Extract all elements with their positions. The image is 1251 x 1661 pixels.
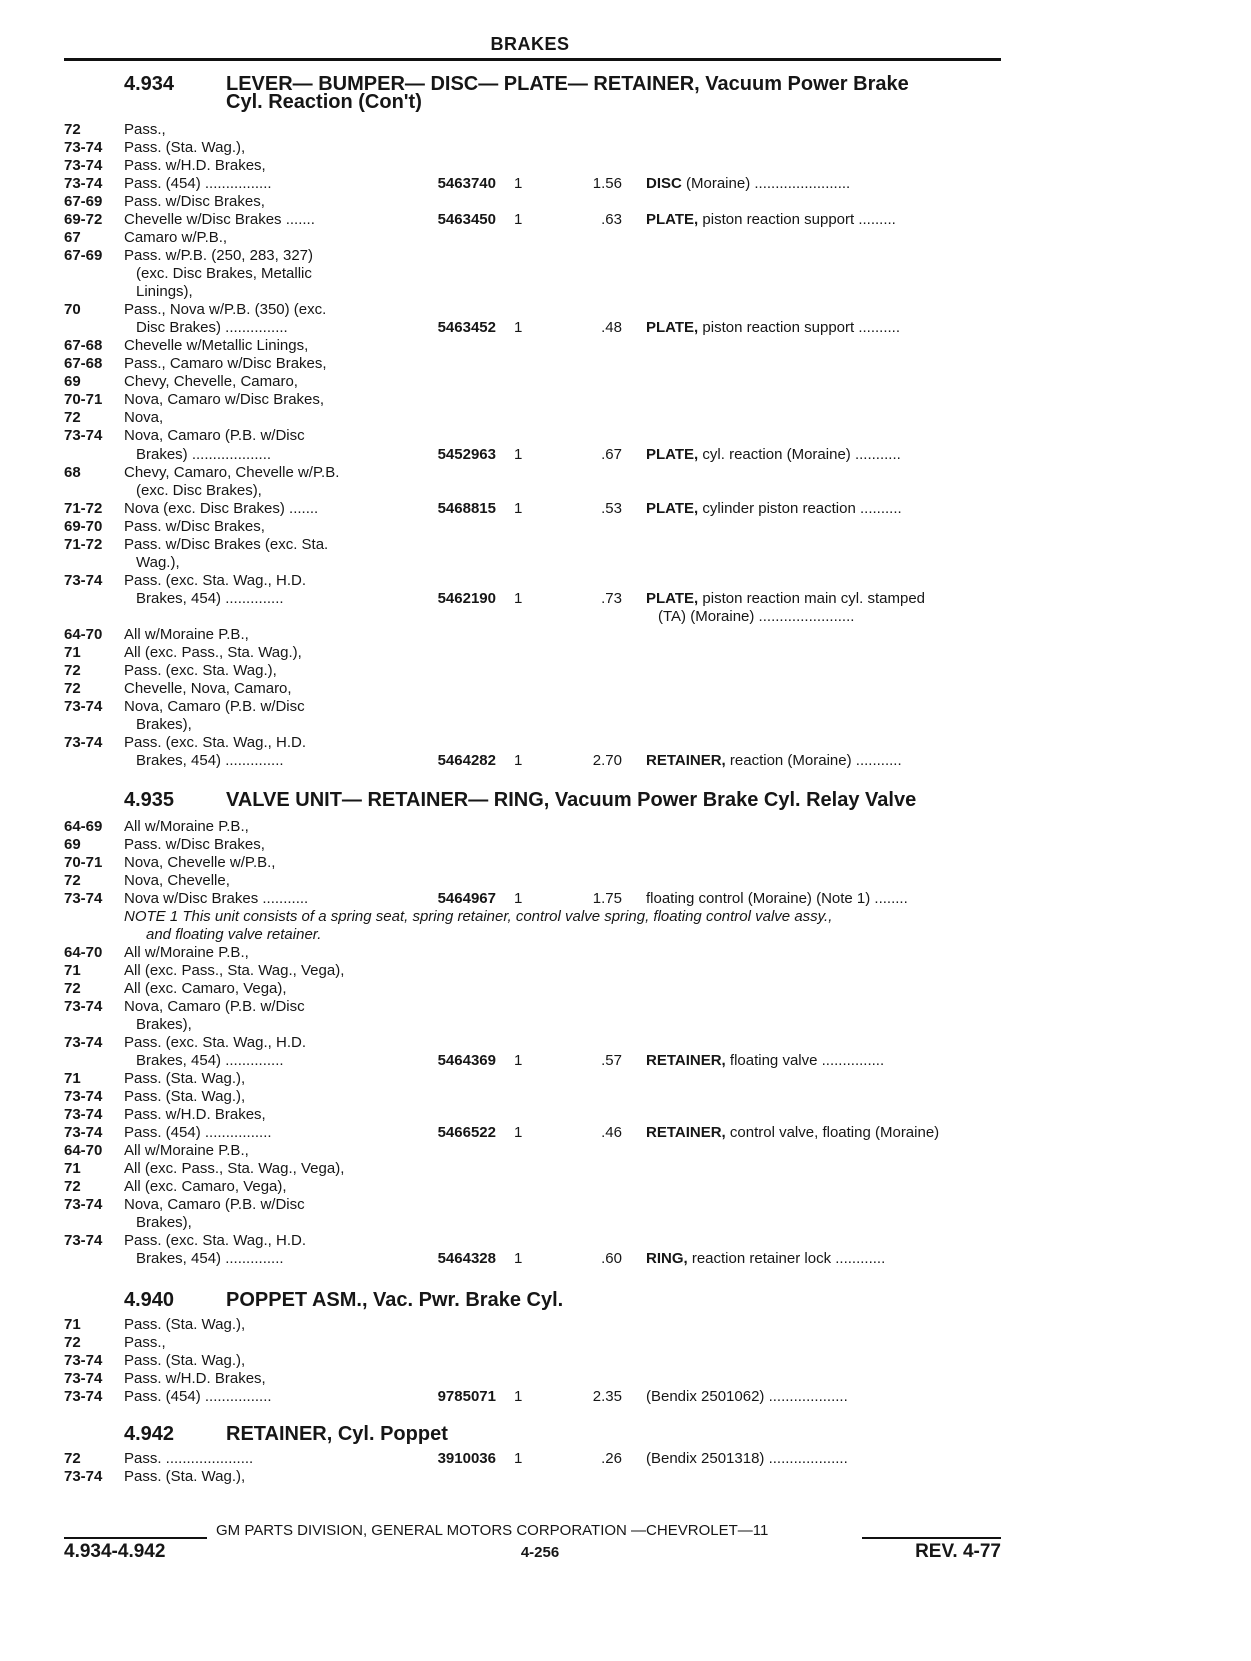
part-description — [646, 1123, 939, 1142]
model-years: 73-74 — [64, 1232, 103, 1249]
quantity: 1 — [514, 446, 523, 463]
part-detail: reaction (Moraine) ........... — [725, 752, 902, 769]
table-row — [0, 481, 1251, 500]
table-row — [0, 390, 1251, 409]
table-row — [0, 733, 1251, 752]
quantity: 1 — [514, 319, 523, 336]
section-title: RETAINER, Cyl. Poppet — [226, 1423, 448, 1445]
application: Wag.), — [136, 554, 180, 571]
model-years: 70-71 — [64, 391, 103, 408]
part-description — [646, 174, 850, 193]
section-title: LEVER— BUMPER— DISC— PLATE— RETAINER, Vacuum Power Brake — [226, 73, 909, 95]
table-row — [0, 1449, 1251, 1468]
table-row — [0, 997, 1251, 1016]
model-years: 73-74 — [64, 175, 103, 192]
model-years: 73-74 — [64, 1352, 103, 1369]
list-price: .26 — [601, 1450, 622, 1467]
section-title: POPPET ASM., Vac. Pwr. Brake Cyl. — [226, 1289, 564, 1311]
quantity: 1 — [514, 211, 523, 228]
note-text-continued: and floating valve retainer. — [146, 926, 322, 943]
model-years: 71-72 — [64, 536, 103, 553]
model-years: 72 — [64, 680, 81, 697]
model-years: 72 — [64, 1178, 81, 1195]
quantity: 1 — [514, 752, 523, 769]
model-years: 71-72 — [64, 500, 103, 517]
footer-revision: REV. 4-77 — [915, 1541, 1001, 1562]
list-price: .48 — [601, 319, 622, 336]
table-row — [0, 300, 1251, 319]
part-number: 5466522 — [437, 1124, 496, 1141]
application: Brakes, 454) .............. — [136, 1052, 284, 1069]
table-row — [0, 174, 1251, 193]
table-row — [0, 835, 1251, 854]
part-name: RETAINER, — [646, 752, 726, 769]
list-price: .53 — [601, 500, 622, 517]
table-row — [0, 138, 1251, 157]
table-row — [0, 499, 1251, 518]
part-detail: floating control (Moraine) (Note 1) ........ — [646, 890, 908, 907]
quantity: 1 — [514, 1052, 523, 1069]
table-row — [0, 1015, 1251, 1034]
model-years: 69-72 — [64, 211, 103, 228]
application: Pass. (Sta. Wag.), — [124, 1316, 246, 1333]
application: Pass. (454) ................ — [124, 1388, 272, 1405]
part-name: RING, — [646, 1250, 688, 1267]
application: Camaro w/P.B., — [124, 229, 228, 246]
table-row — [0, 871, 1251, 890]
section-number: 4.934 — [124, 73, 175, 95]
quantity: 1 — [514, 175, 523, 192]
application: All (exc. Pass., Sta. Wag., Vega), — [124, 1160, 345, 1177]
model-years: 73-74 — [64, 1106, 103, 1123]
model-years: 64-70 — [64, 1142, 103, 1159]
model-years: 69 — [64, 836, 81, 853]
table-row — [0, 697, 1251, 716]
section-title: VALVE UNIT— RETAINER— RING, Vacuum Power Brake Cyl. Relay Valve — [226, 789, 917, 811]
model-years: 73-74 — [64, 1124, 103, 1141]
model-years: 73-74 — [64, 998, 103, 1015]
application: Pass., Nova w/P.B. (350) (exc. — [124, 301, 327, 318]
application: Nova, Camaro (P.B. w/Disc — [124, 998, 305, 1015]
table-row — [0, 1177, 1251, 1196]
section-heading — [0, 788, 1251, 812]
model-years: 71 — [64, 1070, 81, 1087]
table-row — [0, 246, 1251, 265]
table-row — [0, 120, 1251, 139]
table-row — [0, 336, 1251, 355]
application: Pass. (exc. Sta. Wag., H.D. — [124, 1232, 306, 1249]
model-years: 71 — [64, 962, 81, 979]
application: All w/Moraine P.B., — [124, 818, 249, 835]
model-years: 71 — [64, 1160, 81, 1177]
application: Pass. (exc. Sta. Wag., H.D. — [124, 572, 306, 589]
application: Pass. w/H.D. Brakes, — [124, 1370, 266, 1387]
model-years: 67-68 — [64, 355, 103, 372]
part-description — [646, 589, 925, 608]
list-price: .60 — [601, 1250, 622, 1267]
table-row — [0, 661, 1251, 680]
section-number: 4.935 — [124, 789, 175, 811]
model-years: 73-74 — [64, 572, 103, 589]
table-row — [0, 1051, 1251, 1070]
application: Pass. w/Disc Brakes, — [124, 518, 265, 535]
model-years: 68 — [64, 464, 81, 481]
quantity: 1 — [514, 590, 523, 607]
model-years: 67 — [64, 229, 81, 246]
application: Pass. w/Disc Brakes, — [124, 193, 265, 210]
section-heading — [0, 1422, 1251, 1446]
part-name: PLATE, — [646, 590, 699, 607]
application: Nova, Chevelle, — [124, 872, 230, 889]
table-row — [0, 961, 1251, 980]
part-number: 5468815 — [437, 500, 496, 517]
part-number: 5464282 — [437, 752, 496, 769]
application: Brakes, 454) .............. — [136, 590, 284, 607]
application: Chevelle, Nova, Camaro, — [124, 680, 292, 697]
quantity: 1 — [514, 1124, 523, 1141]
table-row — [0, 553, 1251, 572]
table-row — [0, 907, 1251, 926]
application: Pass. (454) ................ — [124, 175, 272, 192]
model-years: 70-71 — [64, 854, 103, 871]
application: Nova, — [124, 409, 164, 426]
section-number: 4.942 — [124, 1423, 175, 1445]
list-price: .57 — [601, 1052, 622, 1069]
table-row — [0, 1351, 1251, 1370]
application: Linings), — [136, 283, 193, 300]
footer-rule-left — [64, 1537, 207, 1539]
footer-publisher: GM PARTS DIVISION, GENERAL MOTORS CORPORATION —CHEVROLET—11 — [216, 1522, 769, 1539]
model-years: 64-69 — [64, 818, 103, 835]
header-rule — [64, 58, 1001, 61]
model-years: 64-70 — [64, 944, 103, 961]
part-description — [646, 499, 902, 518]
model-years: 67-69 — [64, 247, 103, 264]
part-name: RETAINER, — [646, 1124, 726, 1141]
table-row — [0, 192, 1251, 211]
application: All w/Moraine P.B., — [124, 1142, 249, 1159]
table-row — [0, 156, 1251, 175]
part-description — [646, 210, 896, 229]
table-row — [0, 1315, 1251, 1334]
note-text: NOTE 1 This unit consists of a spring seat, spring retainer, control valve spring, floating control valve assy., — [124, 908, 833, 925]
table-row — [0, 1141, 1251, 1160]
model-years: 72 — [64, 872, 81, 889]
quantity: 1 — [514, 1250, 523, 1267]
part-description-continued: (TA) (Moraine) ....................... — [658, 608, 855, 625]
table-row — [0, 1369, 1251, 1388]
table-row — [0, 264, 1251, 283]
part-detail: (Bendix 2501318) ................... — [646, 1450, 848, 1467]
part-number: 5463740 — [437, 175, 496, 192]
model-years: 67-69 — [64, 193, 103, 210]
application: Brakes, 454) .............. — [136, 752, 284, 769]
model-years: 72 — [64, 1334, 81, 1351]
part-detail: piston reaction support ......... — [698, 211, 896, 228]
application: Pass. (exc. Sta. Wag., H.D. — [124, 734, 306, 751]
model-years: 71 — [64, 644, 81, 661]
table-row — [0, 853, 1251, 872]
model-years: 72 — [64, 1450, 81, 1467]
table-row — [0, 589, 1251, 608]
model-years: 72 — [64, 980, 81, 997]
application: Pass., Camaro w/Disc Brakes, — [124, 355, 327, 372]
model-years: 72 — [64, 662, 81, 679]
table-row — [0, 625, 1251, 644]
part-description — [646, 1449, 848, 1468]
application: Brakes) ................... — [136, 446, 272, 463]
model-years: 73-74 — [64, 1034, 103, 1051]
model-years: 73-74 — [64, 890, 103, 907]
model-years: 73-74 — [64, 427, 103, 444]
table-row — [0, 715, 1251, 734]
list-price: .67 — [601, 446, 622, 463]
application: Brakes, 454) .............. — [136, 1250, 284, 1267]
model-years: 70 — [64, 301, 81, 318]
application: Pass., — [124, 1334, 166, 1351]
table-row — [0, 925, 1251, 944]
application: Pass. w/H.D. Brakes, — [124, 1106, 266, 1123]
application: Pass. (Sta. Wag.), — [124, 139, 246, 156]
table-row — [0, 1213, 1251, 1232]
list-price: 1.75 — [592, 890, 622, 907]
application: Chevelle w/Metallic Linings, — [124, 337, 309, 354]
table-row — [0, 372, 1251, 391]
table-row — [0, 445, 1251, 464]
table-row — [0, 1249, 1251, 1268]
application: Pass. w/H.D. Brakes, — [124, 157, 266, 174]
table-row — [0, 408, 1251, 427]
application: All (exc. Pass., Sta. Wag., Vega), — [124, 962, 345, 979]
table-row — [0, 1105, 1251, 1124]
section-heading-continued — [0, 91, 1251, 113]
model-years: 72 — [64, 121, 81, 138]
application: Pass. w/P.B. (250, 283, 327) — [124, 247, 314, 264]
application: Nova w/Disc Brakes ........... — [124, 890, 309, 907]
table-row — [0, 463, 1251, 482]
part-number: 5463452 — [437, 319, 496, 336]
application: Nova, Camaro (P.B. w/Disc — [124, 1196, 305, 1213]
table-row — [0, 943, 1251, 962]
application: Pass. (exc. Sta. Wag., H.D. — [124, 1034, 306, 1051]
application: Pass. w/Disc Brakes (exc. Sta. — [124, 536, 329, 553]
part-name: RETAINER, — [646, 1052, 726, 1069]
table-row — [0, 1033, 1251, 1052]
part-detail: (Moraine) ....................... — [681, 175, 851, 192]
part-name: PLATE, — [646, 211, 699, 228]
application: Chevelle w/Disc Brakes ....... — [124, 211, 315, 228]
model-years: 73-74 — [64, 698, 103, 715]
table-row — [0, 228, 1251, 247]
model-years: 69 — [64, 373, 81, 390]
table-row — [0, 571, 1251, 590]
model-years: 73-74 — [64, 157, 103, 174]
model-years: 73-74 — [64, 1196, 103, 1213]
section-title-line2: Cyl. Reaction (Con't) — [226, 91, 422, 113]
quantity: 1 — [514, 890, 523, 907]
application: Disc Brakes) ............... — [136, 319, 288, 336]
table-row — [0, 679, 1251, 698]
application: Pass. (454) ................ — [124, 1124, 272, 1141]
table-row — [0, 979, 1251, 998]
table-row — [0, 1159, 1251, 1178]
application: All (exc. Camaro, Vega), — [124, 1178, 287, 1195]
part-detail: control valve, floating (Moraine) — [725, 1124, 940, 1141]
quantity: 1 — [514, 1450, 523, 1467]
application: Pass. w/Disc Brakes, — [124, 836, 265, 853]
section-number: 4.940 — [124, 1289, 175, 1311]
footer-rule-right — [862, 1537, 1001, 1539]
part-detail: reaction retainer lock ............ — [687, 1250, 886, 1267]
part-name: PLATE, — [646, 319, 699, 336]
application: Pass. (exc. Sta. Wag.), — [124, 662, 277, 679]
part-number: 9785071 — [437, 1388, 496, 1405]
table-row — [0, 817, 1251, 836]
model-years: 72 — [64, 409, 81, 426]
application: (exc. Disc Brakes), — [136, 482, 262, 499]
part-name: PLATE, — [646, 446, 699, 463]
application: Pass. (Sta. Wag.), — [124, 1468, 246, 1485]
table-row — [0, 318, 1251, 337]
section-heading — [0, 1288, 1251, 1312]
list-price: 2.70 — [592, 752, 622, 769]
part-description — [646, 889, 908, 908]
part-description — [646, 1387, 848, 1406]
table-row — [0, 1069, 1251, 1088]
application: Pass. ..................... — [124, 1450, 254, 1467]
application: Pass., — [124, 121, 166, 138]
quantity: 1 — [514, 500, 523, 517]
table-row — [0, 426, 1251, 445]
application: All (exc. Camaro, Vega), — [124, 980, 287, 997]
application: All (exc. Pass., Sta. Wag.), — [124, 644, 302, 661]
part-number: 5464369 — [437, 1052, 496, 1069]
part-detail: cyl. reaction (Moraine) ........... — [698, 446, 901, 463]
part-number: 5452963 — [437, 446, 496, 463]
table-row — [0, 643, 1251, 662]
part-description — [646, 751, 902, 770]
part-description — [646, 1051, 884, 1070]
table-row — [0, 751, 1251, 770]
quantity: 1 — [514, 1388, 523, 1405]
part-description — [646, 1249, 885, 1268]
model-years: 73-74 — [64, 734, 103, 751]
application: Chevy, Camaro, Chevelle w/P.B. — [124, 464, 340, 481]
application: Brakes), — [136, 1016, 192, 1033]
application: Brakes), — [136, 1214, 192, 1231]
list-price: 2.35 — [592, 1388, 622, 1405]
model-years: 67-68 — [64, 337, 103, 354]
part-number: 5462190 — [437, 590, 496, 607]
application: Nova (exc. Disc Brakes) ....... — [124, 500, 319, 517]
list-price: .73 — [601, 590, 622, 607]
application: Pass. (Sta. Wag.), — [124, 1070, 246, 1087]
table-row — [0, 1467, 1251, 1486]
part-number: 5463450 — [437, 211, 496, 228]
table-row — [0, 1087, 1251, 1106]
table-row — [0, 282, 1251, 301]
part-name: DISC — [646, 175, 682, 192]
model-years: 73-74 — [64, 1088, 103, 1105]
model-years: 71 — [64, 1316, 81, 1333]
model-years: 73-74 — [64, 1468, 103, 1485]
list-price: .46 — [601, 1124, 622, 1141]
part-detail: (Bendix 2501062) ................... — [646, 1388, 848, 1405]
table-row — [0, 1231, 1251, 1250]
table-row — [0, 1387, 1251, 1406]
table-row — [0, 1333, 1251, 1352]
application: Pass. (Sta. Wag.), — [124, 1088, 246, 1105]
model-years: 73-74 — [64, 1388, 103, 1405]
part-detail: piston reaction support .......... — [698, 319, 901, 336]
table-row — [0, 210, 1251, 229]
part-detail: cylinder piston reaction .......... — [698, 500, 902, 517]
footer-section-range: 4.934-4.942 — [64, 1541, 166, 1562]
part-description — [646, 445, 901, 464]
list-price: .63 — [601, 211, 622, 228]
table-row — [0, 354, 1251, 373]
list-price: 1.56 — [592, 175, 622, 192]
application: (exc. Disc Brakes, Metallic — [136, 265, 312, 282]
application: Chevy, Chevelle, Camaro, — [124, 373, 298, 390]
model-years: 64-70 — [64, 626, 103, 643]
part-number: 3910036 — [437, 1450, 496, 1467]
page-title: BRAKES — [490, 34, 570, 54]
model-years: 73-74 — [64, 1370, 103, 1387]
application: Nova, Camaro (P.B. w/Disc — [124, 698, 305, 715]
table-row — [0, 1195, 1251, 1214]
part-number: 5464328 — [437, 1250, 496, 1267]
application: Brakes), — [136, 716, 192, 733]
table-row — [0, 1123, 1251, 1142]
table-row — [0, 517, 1251, 536]
application: Nova, Camaro (P.B. w/Disc — [124, 427, 305, 444]
table-row — [0, 607, 1251, 626]
table-row — [0, 889, 1251, 908]
model-years: 73-74 — [64, 139, 103, 156]
application: Nova, Chevelle w/P.B., — [124, 854, 276, 871]
part-detail: piston reaction main cyl. stamped — [698, 590, 926, 607]
part-detail: floating valve ............... — [725, 1052, 885, 1069]
table-row — [0, 535, 1251, 554]
part-number: 5464967 — [437, 890, 496, 907]
model-years: 69-70 — [64, 518, 103, 535]
part-description — [646, 318, 900, 337]
footer-page-number: 4-256 — [520, 1544, 560, 1561]
application: Pass. (Sta. Wag.), — [124, 1352, 246, 1369]
application: Nova, Camaro w/Disc Brakes, — [124, 391, 325, 408]
application: All w/Moraine P.B., — [124, 944, 249, 961]
application: All w/Moraine P.B., — [124, 626, 249, 643]
part-name: PLATE, — [646, 500, 699, 517]
